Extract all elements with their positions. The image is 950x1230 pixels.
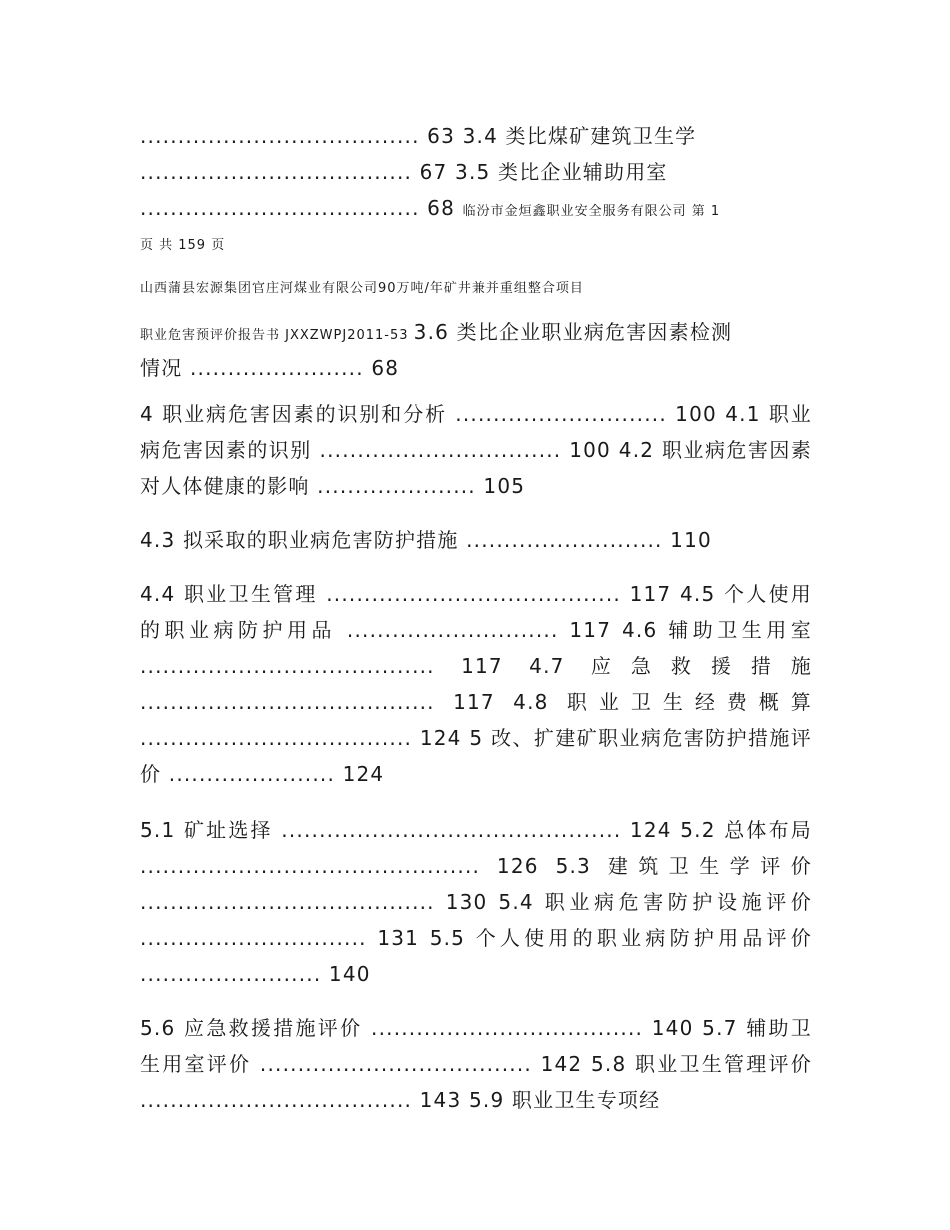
toc-line-67: .................................... 67 3.5 类比企业辅助用室 — [140, 160, 668, 184]
toc-section-5-6: 5.6 应急救援措施评价 .................................... 140 5.7 辅助卫生用室评价 .................................... 142 5.8 职业卫生管理评价 .................................... 143 5.9 职业卫生专项经 — [140, 1016, 812, 1112]
toc-line-63: ..................................... 63 3.4 类比煤矿建筑卫生学 — [140, 124, 697, 148]
toc-entry-3-6: 3.6 类比企业职业病危害因素检测 — [413, 320, 733, 344]
report-heading-block — [140, 316, 812, 384]
toc-section-5-1: 5.1 矿址选择 ............................................. 124 5.2 总体布局 ............................................. 126 5.3 建筑卫生学评价 ....................................... 130 5.4 职业病危害防护设施评价 .............................. 131 5.5 个人使用的职业病防护用品评价 ........................ 140 — [140, 818, 812, 986]
report-prefix: 职业危害预评价报告书 JXXZWPJ2011-53 — [140, 328, 414, 343]
toc-section-4-3: 4.3 拟采取的职业病危害防护措施 .......................... 110 — [140, 528, 712, 552]
toc-entry-3-6-cont: 情况 ....................... 68 — [140, 356, 400, 380]
toc-block-top — [140, 118, 820, 230]
project-title: 山西蒲县宏源集团官庄河煤业有限公司90万吨/年矿井兼并重组整合项目 — [140, 281, 584, 296]
toc-line-68 — [140, 190, 820, 230]
toc-line-68-text: ..................................... 68 — [140, 196, 463, 220]
report-line — [140, 316, 812, 352]
footer-company: 临汾市金烜鑫职业安全服务有限公司 第 1 — [462, 204, 721, 219]
toc-section-4: 4 职业病危害因素的识别和分析 ............................ 100 4.1 职业病危害因素的识别 ................................ 100 4.2 职业病危害因素对人体健康的影响 ..................... 105 — [140, 402, 812, 498]
page-number-footer: 页 共 159 页 — [140, 238, 226, 253]
toc-section-4-4: 4.4 职业卫生管理 ....................................... 117 4.5 个人使用的职业病防护用品 ............................ 117 4.6 辅助卫生用室 ....................................... 117 4.7 应急救援措施 ....................................... 117 4.8 职业卫生经费概算 .................................... 124 5 改、扩建矿职业病危害防护措施评价 ...................... 124 — [140, 582, 812, 786]
